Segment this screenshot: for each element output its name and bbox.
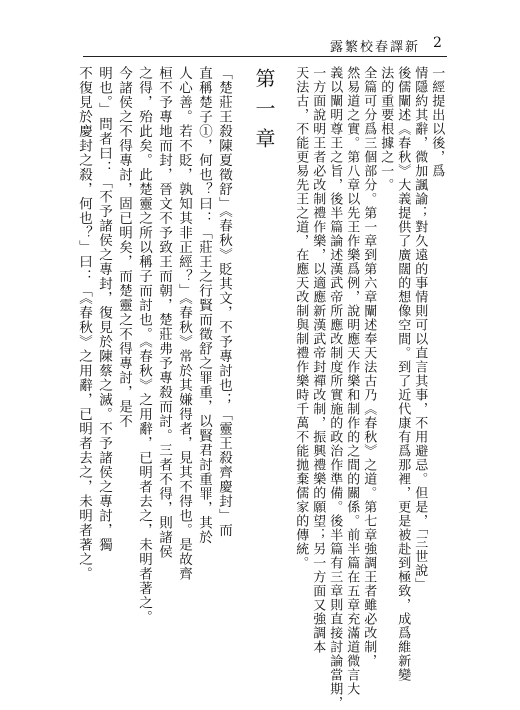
commentary-column: 全篇可分爲三個部分。第一章到第六章闡述奉天法古乃《春秋》之道。第七章強調王者雖必改制， [361,66,377,668]
commentary-column: 法的重要根據之一。 [378,66,394,192]
quote-column: 「楚莊王殺陳夏徵舒」《春秋》貶其文，不予專討也；「靈王殺齊慶封」而 [216,66,232,538]
commentary-column: 天法古，不能更易先王之道，在應天改制與制禮作樂時千萬不能拋棄儒家的傳統。 [293,66,309,570]
quote-column: 不復見於慶封之殺，何也？」曰：「《春秋》之用辭，已明者去之，未明者著之。 [76,66,92,582]
quote-column: 今諸侯之不得專討，固已明矣，而楚靈之不得專討，是不 [116,66,132,429]
quote-column: 明也。」問者曰：「不予諸侯之專封，復見於陳蔡之滅。不予諸侯之專討，獨 [96,66,112,553]
chapter-title: 第一章 [252,68,276,158]
page-number: 2 [433,35,442,51]
commentary-column: 後儒闡述《春秋》大義提供了廣闊的想像空間。到了近代康有爲那裡，更是被赴到極致，成爲維新變 [395,66,411,682]
commentary-column: 一經提出以後，爲 [429,66,445,178]
commentary-column: 一方面說明王者必改制禮作樂，以適應新漢武帝封禪改制，振興禮樂的願望；另一方面又強調本 [310,66,326,654]
header-rule [83,56,447,57]
quote-column: 人心善。若不貶，孰知其非正經？」《春秋》常於其嫌得者，見其不得也。是故齊 [176,66,192,582]
commentary-column: 情隱約其辭，微加諷諭；對久遠的事情則可以直言其事，不用避忌。但是，「三世說」 [412,66,428,592]
quote-column: 之得，殆此矣。此楚靈之所以稱子而討也。《春秋》之用辭，已明者去之，未明者著之。 [136,66,152,625]
quote-column: 桓不予專地而封，晉文不予致王而朝，楚莊弗予專殺而討。三者不得，則諸侯 [156,66,172,559]
running-head: 露繁校春譯新 [330,40,421,55]
commentary-column: 然易道之實。第八章以先王作樂爲例，說明應天作樂和制作的之間的關係。前半篇在五章充滿道微言大 [344,66,360,696]
quote-column: 直稱楚子①，何也？曰：「莊王之行賢而徵舒之罪重，以賢君討重罪，其於 [196,66,212,545]
commentary-column: 義以闡明尊王之旨，後半篇論述漢武帝所應改制度所實施的政治作準備。後半篇有三章則直接討論當期， [327,66,343,710]
